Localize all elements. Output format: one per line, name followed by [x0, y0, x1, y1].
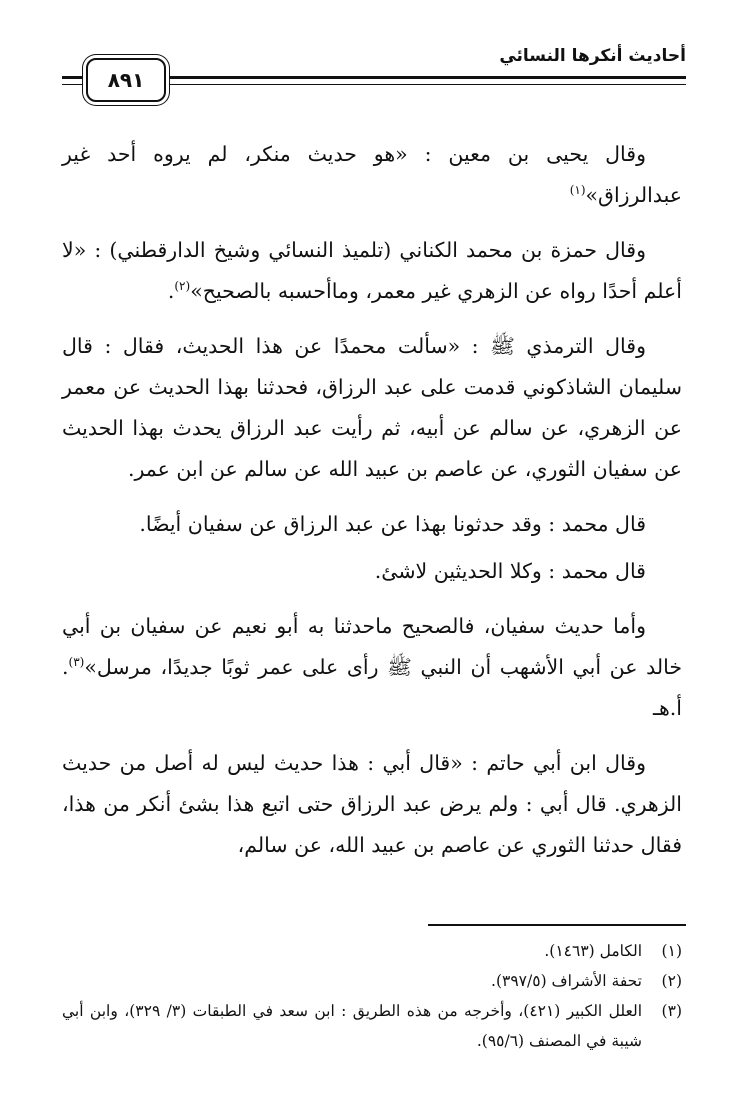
footnote-number: (٢) — [661, 972, 682, 990]
footnotes — [62, 936, 682, 1056]
main-text — [62, 134, 682, 880]
footnote-text: العلل الكبير (٤٢١)، وأخرجه من هذه الطريق : ابن سعد في الطبقات (٣/ ٣٢٩)، وابن أبي شيبة في المصنف (٩٥/٦). — [62, 1002, 643, 1050]
footnote-text: الكامل (١٤٦٣). — [544, 942, 642, 960]
paragraph-ibn-abi-hatim: وقال ابن أبي حاتم : «قال أبي : هذا حديث ليس له أصل من حديث الزهري. قال أبي : ولم يرض عبد الرزاق حتى اتبع هذا بشئ أنكر من هذا، فقال حدثنا الثوري عن عاصم بن عبيد الله، عن سالم، — [62, 751, 682, 857]
footnote-number: (٣) — [661, 1002, 682, 1020]
paragraph-muhammad-2: قال محمد : وكلا الحديثين لاشئ. — [374, 559, 646, 583]
paragraph-hamza: وقال حمزة بن محمد الكناني (تلميذ النسائي وشيخ الدارقطني) : «لا أعلم أحدًا رواه عن الزهري غير معمر، وماأحسبه بالصحيح»$^{(٢)}$. — [62, 238, 682, 303]
paragraph-sufyan: وأما حديث سفيان، فالصحيح ماحدثنا به أبو نعيم عن سفيان بن أبي خالد عن أبي الأشهب أن النبي ﷺ رأى على عمر ثوبًا جديدًا، مرسل»$^{(٣)}$. أ.هـ — [62, 614, 682, 720]
footnote-ref-1: (١) — [569, 183, 586, 198]
footnote-number: (١) — [661, 942, 682, 960]
footnote-item — [62, 966, 682, 996]
footnote-text: تحفة الأشراف (٣٩٧/٥). — [491, 972, 642, 990]
running-title: أحاديث أنكرها النسائي — [499, 46, 686, 66]
page-number-badge — [86, 58, 166, 102]
paragraph-ibn-maeen: وقال يحيى بن معين : «هو حديث منكر، لم يروه أحد غير عبدالرزاق»$^{(١)}$ — [62, 142, 682, 207]
paragraph-tirmidhi: وقال الترمذي ﷺ : «سألت محمدًا عن هذا الحديث، فقال : قال سليمان الشاذكوني قدمت على عبد الرزاق، فحدثنا بهذا الحديث عن معمر عن الزهري، عن سالم عن أبيه، ثم رأيت عبد الرزاق يحدث بهذا الحديث عن سفيان الثوري، عن عاصم بن عبيد الله عن سالم عن ابن عمر. — [62, 334, 682, 481]
footnote-item — [62, 996, 682, 1056]
paragraph-muhammad-1: قال محمد : وقد حدثونا بهذا عن عبد الرزاق عن سفيان أيضًا. — [139, 512, 646, 536]
footnote-ref-2: (٢) — [174, 279, 191, 294]
footnote-divider — [428, 924, 686, 926]
page-number: ٨٩١ — [107, 68, 145, 92]
footnote-item — [62, 936, 682, 966]
footnote-ref-3: (٣) — [68, 655, 85, 670]
